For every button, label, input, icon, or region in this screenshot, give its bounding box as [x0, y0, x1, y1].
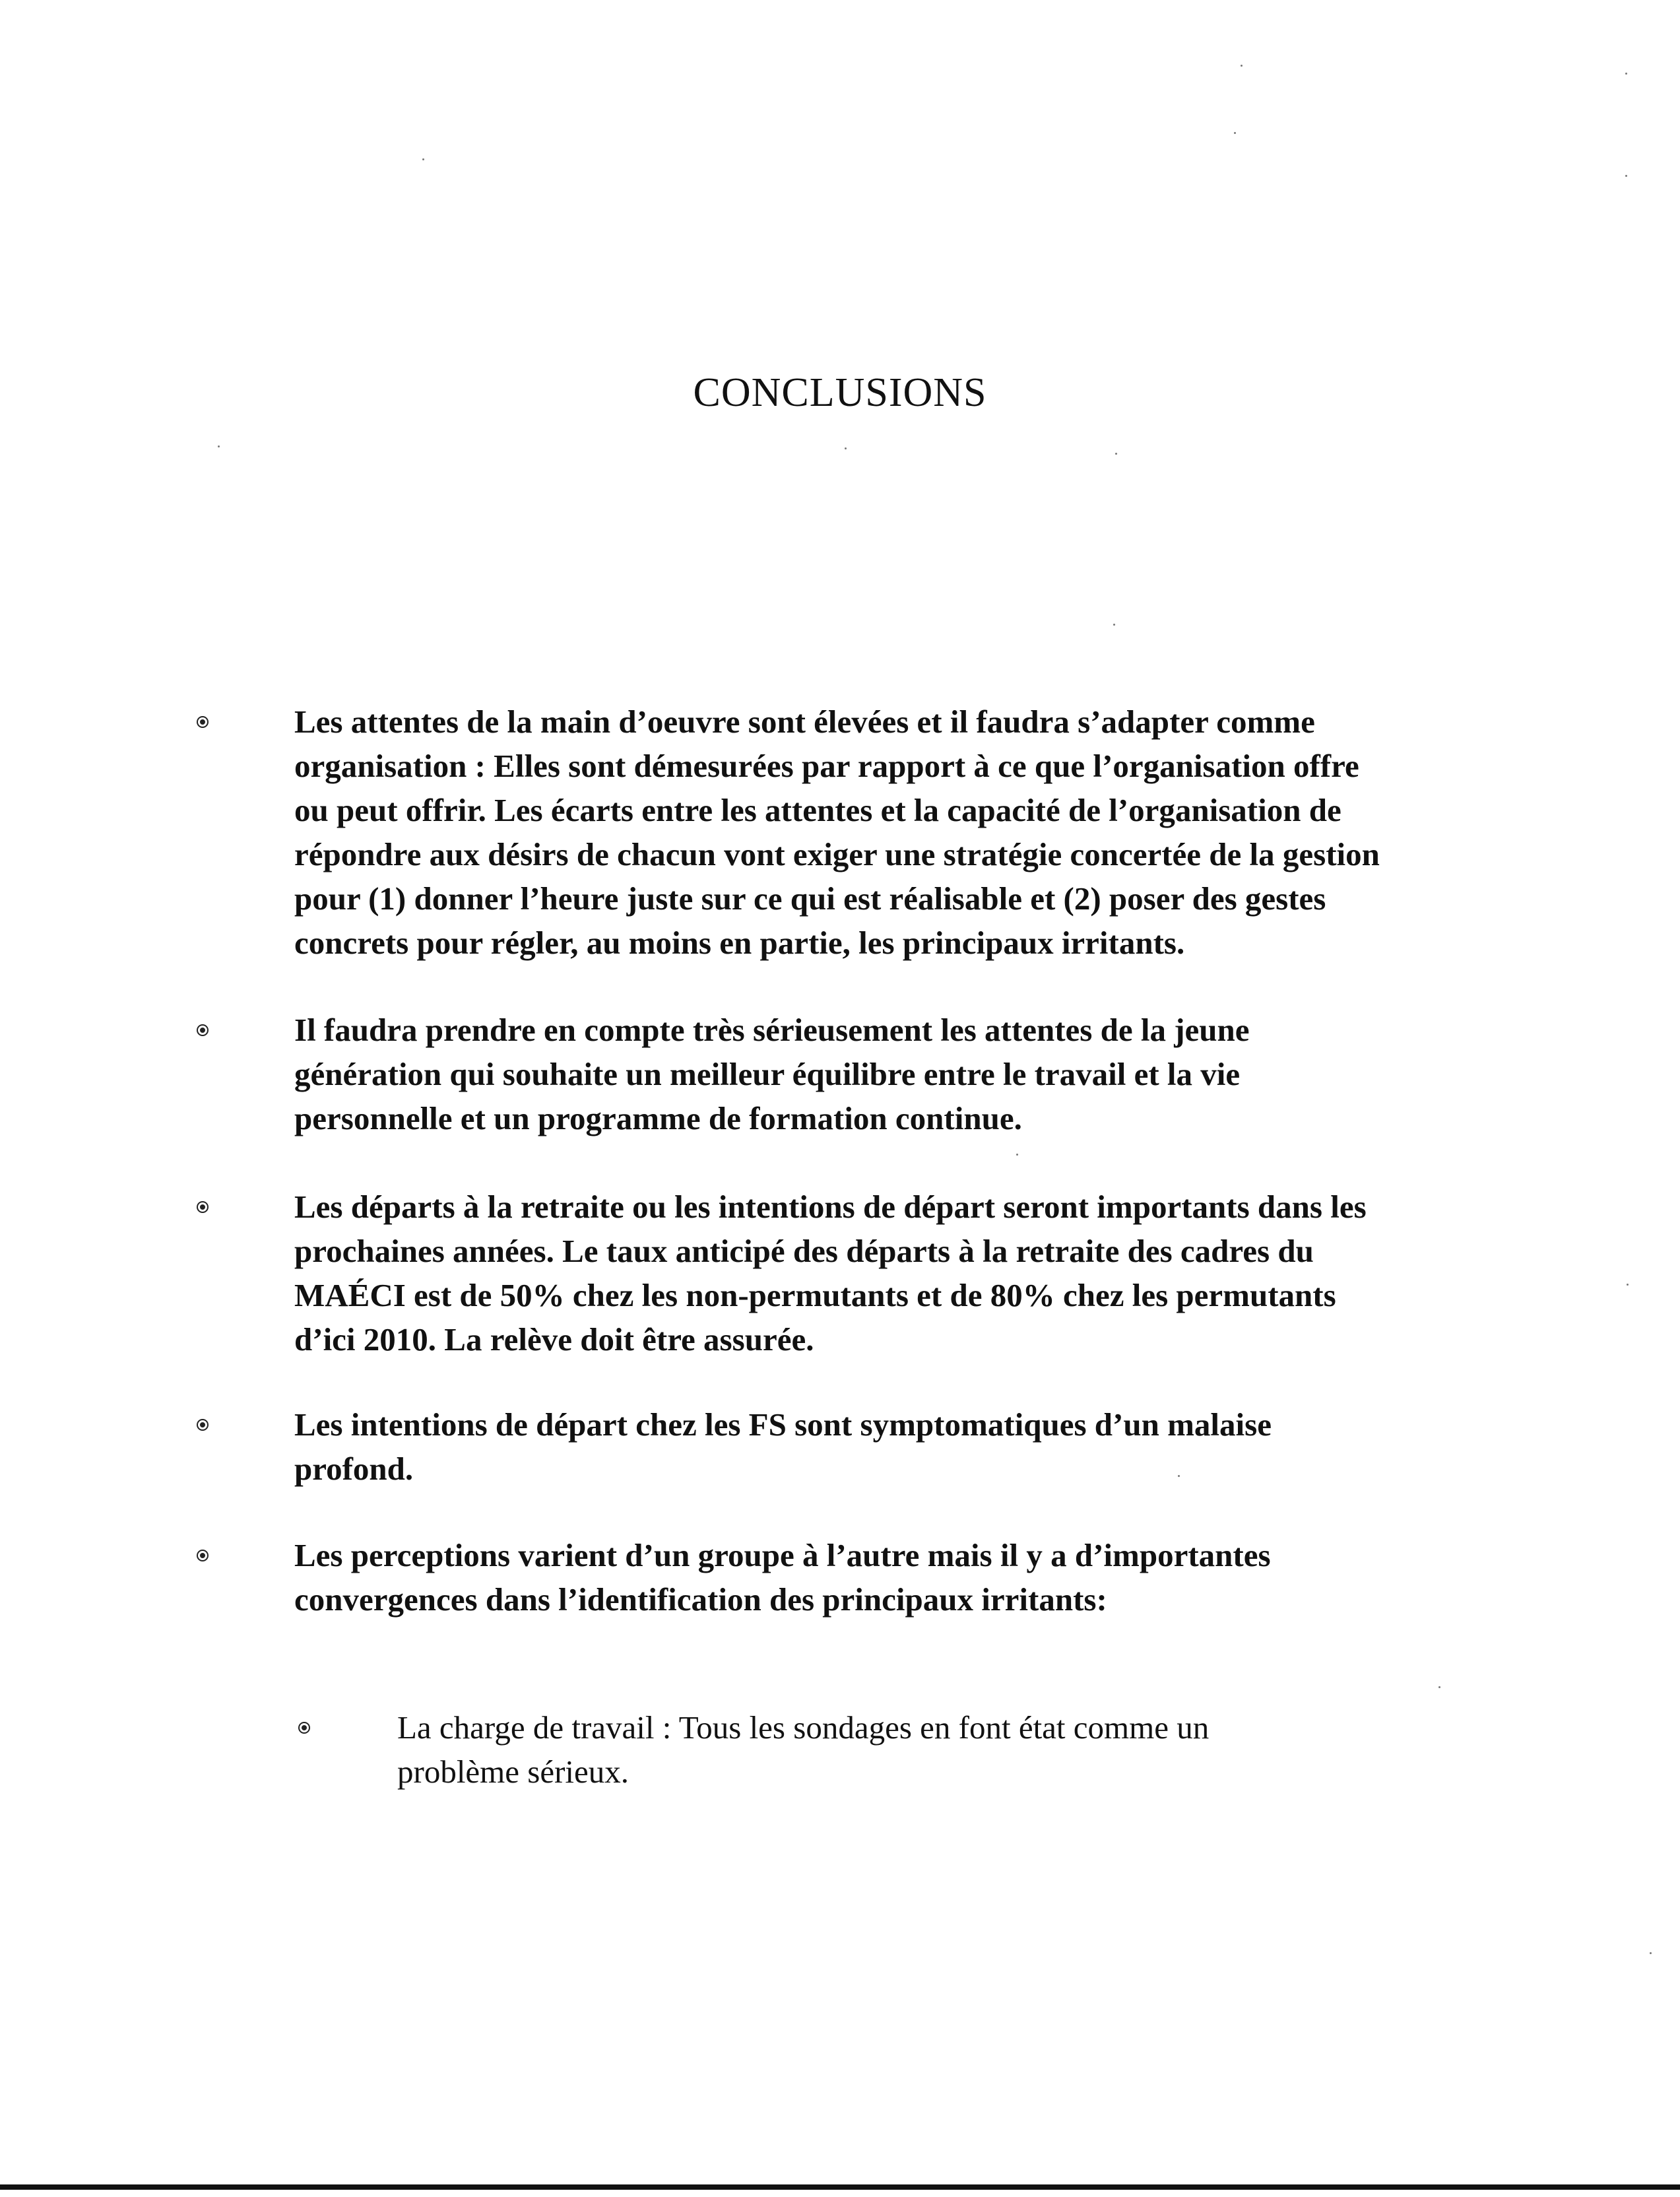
bullet-icon [198, 1551, 207, 1560]
bullet-icon [198, 1202, 207, 1212]
scan-speck [1241, 65, 1243, 67]
sub-bullet-text: La charge de travail : Tous les sondages en font état comme un problème sérieux. [397, 1709, 1210, 1790]
bullet-text: Les intentions de départ chez les FS sont symptomatiques d’un malaise profond. [294, 1406, 1272, 1487]
scan-speck [422, 158, 424, 160]
page-title: CONCLUSIONS [693, 370, 987, 415]
scan-speck [1625, 73, 1627, 75]
scan-speck [1115, 453, 1117, 455]
sub-bullet-icon [300, 1723, 309, 1732]
bullet-text: Les départs à la retraite ou les intentions de départ seront importants dans les prochaines années. Le taux anticipé des départs à la retraite des cadres du MAÉCI est de 50% chez les non-permutants et de 80% chez les permutants d’ici 2010. La relève doit être assurée. [294, 1189, 1367, 1358]
scan-speck [1016, 1154, 1018, 1156]
bullet-text: Les attentes de la main d’oeuvre sont élevées et il faudra s’adapter comme organisation : Elles sont démesurées par rapport à ce que l’organisation offre ou peut offrir. Les écarts entre les attentes et la capacité de l’organisation de répondre aux désirs de chacun vont exiger une stratégie concertée de la gestion pour (1) donner l’heure juste sur ce qui est réalisable et (2) poser des gestes concrets pour régler, au moins en partie, les principaux irritants. [294, 704, 1380, 961]
scan-speck [1178, 1475, 1180, 1477]
bullet-icon [198, 717, 207, 727]
scan-speck [845, 447, 847, 449]
scan-speck [1625, 175, 1627, 177]
bullet-icon [198, 1420, 207, 1429]
bullet-text: Les perceptions varient d’un groupe à l’autre mais il y a d’importantes convergences dans l’identification des principaux irritants: [294, 1537, 1271, 1618]
bullet-icon [198, 1026, 207, 1035]
scan-speck [1113, 624, 1115, 626]
scan-speck [218, 445, 220, 447]
scan-speck [1650, 1952, 1652, 1954]
scan-speck [1627, 1284, 1629, 1286]
scan-speck [1234, 132, 1236, 134]
page-bottom-border [0, 2184, 1680, 2190]
bullet-text: Il faudra prendre en compte très sérieusement les attentes de la jeune génération qui souhaite un meilleur équilibre entre le travail et la vie personnelle et un programme de formation continue. [294, 1012, 1250, 1136]
scan-speck [1438, 1686, 1440, 1688]
